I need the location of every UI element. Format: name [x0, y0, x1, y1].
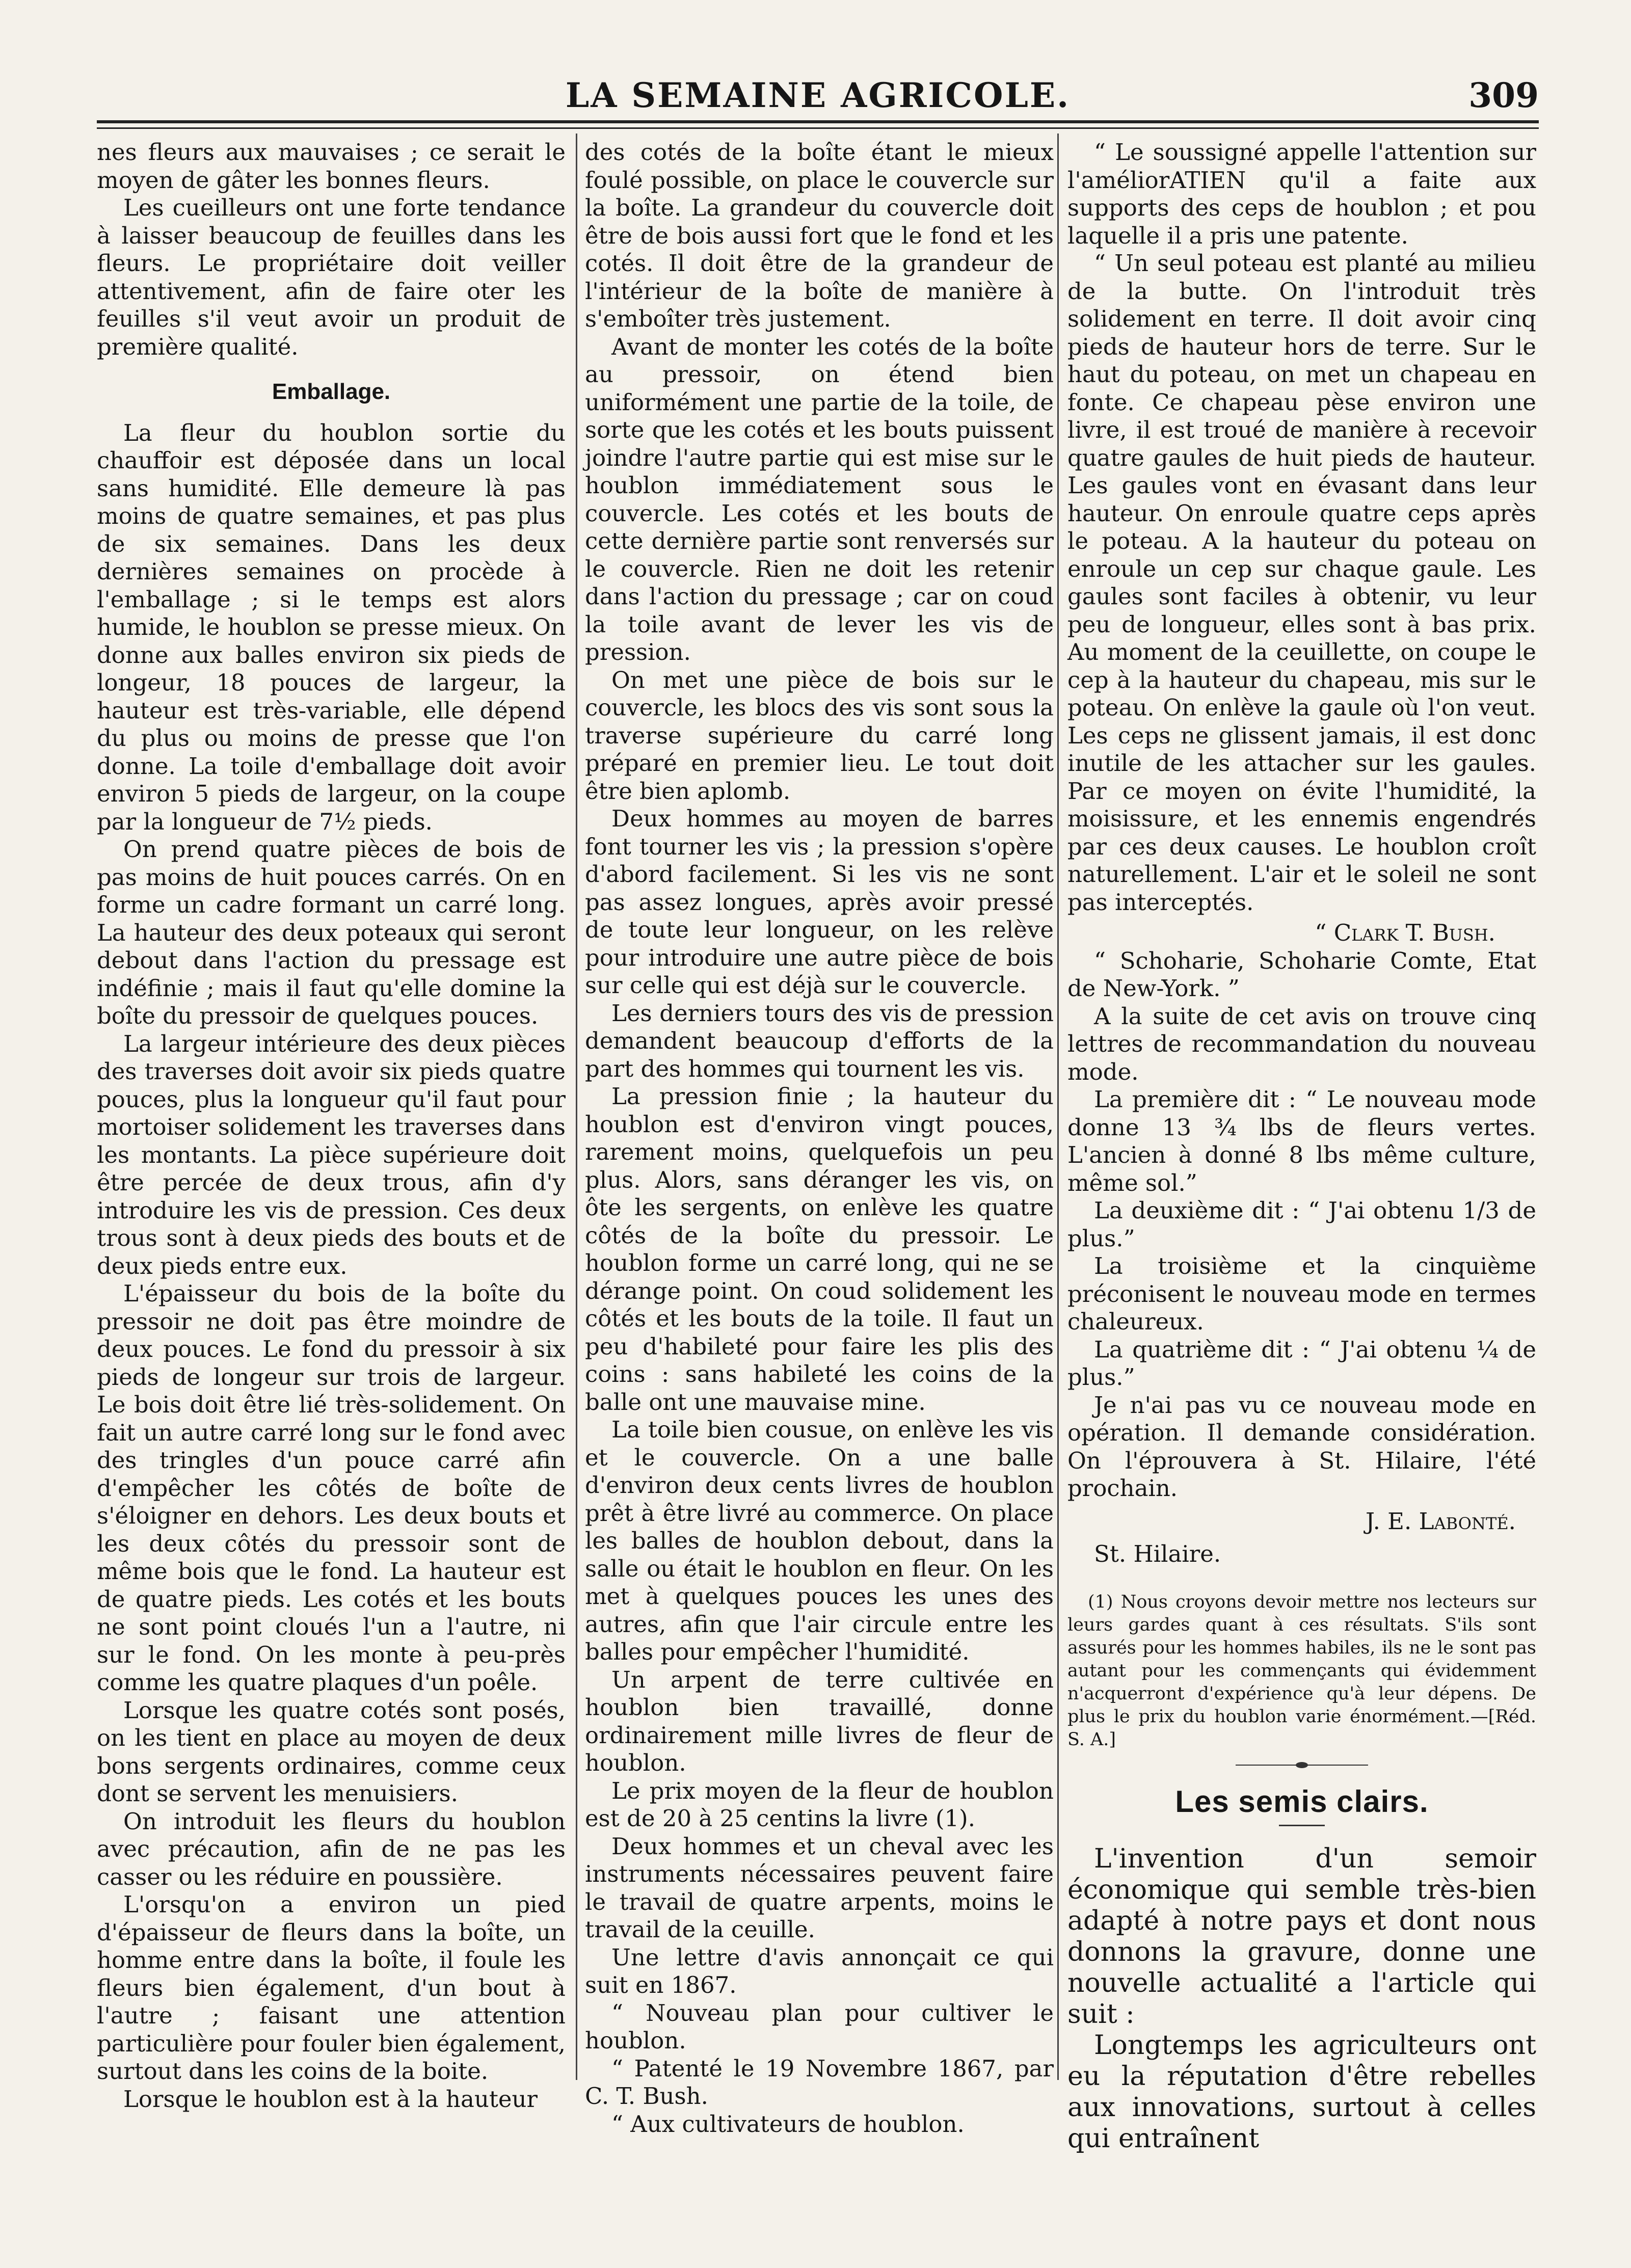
- column-3: [1067, 139, 1536, 2154]
- signature-labonte: J. E. Labonté.: [1366, 1507, 1516, 1535]
- footnote: [1067, 1591, 1536, 1751]
- paragraph: Avant de monter les cotés de la boîte au pressoir, on étend bien uniformément une partie de la toile, de sorte que les cotés et les bouts puissent joindre l'autre partie qui est mise sur le houblon immédiatement sous le couvercle. Les cotés et les bouts de cette dernière partie sont renversés sur le couvercle. Rien ne doit les retenir dans l'action du pressage ; car on coud la toile avant de lever les vis de pression.: [585, 333, 1054, 665]
- paragraph: A la suite de cet avis on trouve cinq lettres de recommandation du nouveau mode.: [1067, 1002, 1536, 1085]
- paragraph: La pression finie ; la hauteur du houblon est d'environ vingt pouces, rarement moins, quelquefois un peu plus. Alors, sans déranger les vis, on ôte les sergents, on enlève les quatre côtés de la boîte du pressoir. Le houblon forme un carré long, qui ne se dérange point. On coud solidement les côtés et les bouts de la toile. Il faut un peu d'habileté pour faire les plis des coins : sans habileté les coins de la balle ont une mauvaise mine.: [585, 1083, 1054, 1416]
- column-divider-2: [1057, 134, 1059, 2080]
- paragraph: “ Nouveau plan pour cultiver le houblon.: [585, 1999, 1054, 2054]
- paragraph: Les cueilleurs ont une forte tendance à laisser beaucoup de feuilles dans les fleurs. Le propriétaire doit veiller attentivement, afin de faire oter les feuilles s'il veut avoir un produit de première qualité.: [97, 194, 566, 360]
- paragraph: Un arpent de terre cultivée en houblon bien travaillé, donne ordinairement mille livres de fleur de houblon.: [585, 1666, 1054, 1776]
- paragraph: Deux hommes au moyen de barres font tourner les vis ; la pression s'opère d'abord facilement. Si les vis ne sont pas assez longues, après avoir pressé de toute leur longueur, on les relève pour introduire une autre pièce de bois sur celle qui est déjà sur le couvercle.: [585, 805, 1054, 999]
- paragraph: Je n'ai pas vu ce nouveau mode en opération. Il demande considération. On l'éprouvera à St. Hilaire, l'été prochain.: [1067, 1391, 1536, 1502]
- ornamental-divider: [1236, 1765, 1368, 1766]
- paragraph: La deuxième dit : “ J'ai obtenu 1/3 de plus.”: [1067, 1197, 1536, 1252]
- paragraph: Deux hommes et un cheval avec les instruments nécessaires peuvent faire le travail de quatre arpents, moins le travail de la ceuille.: [585, 1832, 1054, 1943]
- paragraph: L'invention d'un semoir économique qui semble très-bien adapté à notre pays et dont nous donnons la gravure, donne une nouvelle actualité a l'article qui suit :: [1067, 1843, 1536, 2030]
- paragraph: Lorsque le houblon est à la hauteur: [123, 2085, 538, 2113]
- paragraph: La quatrième dit : “ J'ai obtenu ¼ de plus.”: [1067, 1336, 1536, 1391]
- page-header: [97, 71, 1539, 117]
- paragraph: L'orsqu'on a environ un pied d'épaisseur de fleurs dans la boîte, un homme entre dans la boîte, il foule les fleurs bien également, d'un bout à l'autre ; faisant une attention particulière pour fouler bien également, surtout dans les coins de la boite.: [97, 1891, 566, 2085]
- section-title-emballage: Emballage.: [272, 379, 391, 404]
- footnote-text: (1) Nous croyons devoir mettre nos lecteurs sur leurs gardes quant à ces résultats. S'ils sont assurés pour les hommes habiles, ils ne le sont pas autant pour les commençants qui évidemment n'acquerront d'expérience qu'à leur dépens. De plus le prix du houblon varie énormément.—[Réd. S. A.]: [1067, 1591, 1536, 1750]
- paragraph: On prend quatre pièces de bois de pas moins de huit pouces carrés. On en forme un cadre formant un carré long. La hauteur des deux poteaux qui seront debout dans l'action du pressage est indéfinie ; mais il faut qu'elle domine la boîte du pressoir de quelques pouces.: [97, 836, 566, 1029]
- paragraph: Une lettre d'avis annonçait ce qui suit en 1867.: [585, 1943, 1054, 1998]
- article-body: [1067, 1844, 1536, 2154]
- header-rule-thin: [97, 127, 1539, 129]
- paragraph: “ Patenté le 19 Novembre 1867, par C. T. Bush.: [585, 2054, 1054, 2110]
- header-rule-thick: [97, 120, 1539, 123]
- paragraph: On met une pièce de bois sur le couvercle, les blocs des vis sont sous la traverse supérieure du carré long préparé en premier lieu. Le tout doit être bien aplomb.: [585, 666, 1054, 805]
- publication-title: LA SEMAINE AGRICOLE.: [565, 75, 1071, 115]
- article-title: Les semis clairs.: [1175, 1784, 1429, 1819]
- paragraph: “ Aux cultivateurs de houblon.: [611, 2110, 965, 2138]
- paragraph: On introduit les fleurs du houblon avec précaution, afin de ne pas les casser ou les réduire en poussière.: [97, 1807, 566, 1890]
- paragraph: La toile bien cousue, on enlève les vis et le couvercle. On a une balle d'environ deux cents livres de houblon prêt à être livré au commerce. On place les balles de houblon debout, dans la salle ou était le houblon en fleur. On les met à quelques pouces les unes des autres, afin que l'air circule entre les balles pour empêcher l'humidité.: [585, 1416, 1054, 1665]
- paragraph: Les derniers tours des vis de pression demandent beaucoup d'efforts de la part des hommes qui tournent les vis.: [585, 999, 1054, 1082]
- column-2: [585, 139, 1054, 2138]
- column-divider-1: [576, 134, 577, 2080]
- signature-place: St. Hilaire.: [1094, 1540, 1221, 1567]
- paragraph: Le prix moyen de la fleur de houblon est de 20 à 25 centins la livre (1).: [585, 1777, 1054, 1832]
- paragraph: “ Schoharie, Schoharie Comte, Etat de New-York. ”: [1067, 947, 1536, 1002]
- signature-clark-bush: “ Clark T. Bush.: [1315, 919, 1495, 946]
- paragraph: La fleur du houblon sortie du chauffoir est déposée dans un local sans humidité. Elle demeure là pas moins de quatre semaines, et pas plus de six semaines. Dans les deux dernières semaines on procède à l'emballage ; si le temps est alors humide, le houblon se presse mieux. On donne aux balles environ six pieds de longeur, 18 pouces de largeur, la hauteur est très-variable, elle dépend du plus ou moins de presse que l'on donne. La toile d'emballage doit avoir environ 5 pieds de largeur, on la coupe par la longueur de 7½ pieds.: [97, 419, 566, 835]
- paragraph: des cotés de la boîte étant le mieux foulé possible, on place le couvercle sur la boîte. La grandeur du couvercle doit être de bois aussi fort que le fond et les cotés. Il doit être de la grandeur de l'intérieur de la boîte de manière à s'emboîter très justement.: [585, 139, 1054, 332]
- paragraph: La largeur intérieure des deux pièces des traverses doit avoir six pieds quatre pouces, plus la longueur qu'il faut pour mortoiser solidement les traverses dans les montants. La pièce supérieure doit être percée de deux trous, afin d'y introduire les vis de pression. Ces deux trous sont à deux pieds des bouts et de deux pieds entre eux.: [97, 1030, 566, 1279]
- paragraph: “ Un seul poteau est planté au milieu de la butte. On l'introduit très solidement en terre. Il doit avoir cinq pieds de hauteur hors de terre. Sur le haut du poteau, on met un chapeau en fonte. Ce chapeau pèse environ une livre, il est troué de manière à recevoir quatre gaules de huit pieds de hauteur. Les gaules vont en évasant dans leur hauteur. On enroule quatre ceps après le poteau. A la hauteur du poteau on enroule un cep sur chaque gaule. Les gaules sont faciles à obtenir, vu leur peu de longueur, elles sont à bas prix. Au moment de la ceuillette, on coupe le cep à la hauteur du chapeau, mis sur le poteau. On enlève la gaule où l'on veut. Les ceps ne glissent jamais, il est donc inutile de les attacher sur les gaules. Par ce moyen on évite l'humidité, la moisissure, et les ennemis engendrés par ces deux causes. Le houblon croît naturellement. L'air et le soleil ne sont pas interceptés.: [1067, 250, 1536, 916]
- page-number: 309: [1468, 75, 1539, 115]
- paragraph: Longtemps les agriculteurs ont eu la réputation d'être rebelles aux innovations, surtout à celles qui entraînent: [1067, 2030, 1536, 2154]
- paragraph: Lorsque les quatre cotés sont posés, on les tient en place au moyen de deux bons sergents ordinaires, comme ceux dont se servent les menuisiers.: [97, 1696, 566, 1807]
- paragraph: L'épaisseur du bois de la boîte du pressoir ne doit pas être moindre de deux pouces. Le fond du pressoir à six pieds de longeur sur trois de largeur. Le bois doit être lié très-solidement. On fait un autre carré long sur le fond avec des tringles d'un pouce carré afin d'empêcher les côtés de boîte de s'éloigner en dehors. Les deux bouts et les deux côtés du pressoir sont de même bois que le fond. La hauteur est de quatre pieds. Les cotés et les bouts ne sont point cloués l'un a l'autre, ni sur le fond. On les monte à peu-près comme les quatre plaques d'un poêle.: [97, 1280, 566, 1696]
- paragraph: La première dit : “ Le nouveau mode donne 13 ¾ lbs de fleurs vertes. L'ancien à donné 8 lbs même culture, même sol.”: [1067, 1086, 1536, 1196]
- column-1: [97, 139, 566, 2113]
- title-underline: [1279, 1825, 1325, 1826]
- paragraph: “ Le soussigné appelle l'attention sur l'améliorATIEN qu'il a faite aux supports des ceps de houblon ; et pou laquelle il a pris une patente.: [1067, 139, 1536, 249]
- paragraph: nes fleurs aux mauvaises ; ce serait le moyen de gâter les bonnes fleurs.: [97, 139, 566, 194]
- paragraph: La troisième et la cinquième préconisent le nouveau mode en termes chaleureux.: [1067, 1252, 1536, 1335]
